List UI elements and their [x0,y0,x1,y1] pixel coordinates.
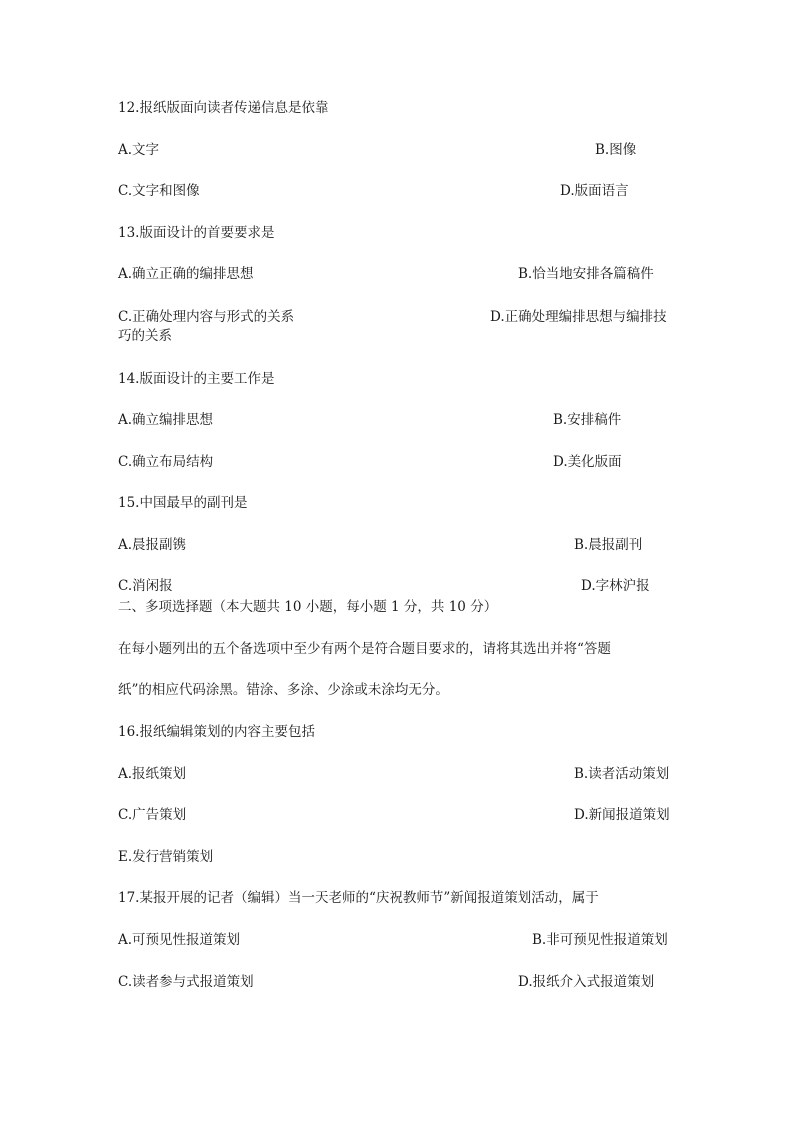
q13-option-d-continued: 巧的关系 [118,328,172,344]
q12-option-a: A.文字 [118,142,160,158]
q15-option-b: B.晨报副刊 [574,537,643,553]
q14-option-a: A.确立编排思想 [118,412,214,428]
q15-option-d: D.字林沪报 [581,578,650,594]
q13-option-c: C.正确处理内容与形式的关系 [118,309,295,325]
section-heading: 二、多项选择题（本大题共 10 小题，每小题 1 分，共 10 分） [118,599,498,615]
q13-stem: 13.版面设计的首要要求是 [118,225,275,241]
q14-option-b: B.安排稿件 [553,412,622,428]
q17-stem: 17.某报开展的记者（编辑）当一天老师的“庆祝教师节”新闻报道策划活动，属于 [118,890,599,906]
q17-option-b: B.非可预见性报道策划 [532,932,668,948]
q12-stem: 12.报纸版面向读者传递信息是依靠 [118,100,329,116]
q14-option-d: D.美化版面 [553,454,622,470]
q13-option-b: B.恰当地安排各篇稿件 [518,266,654,282]
q16-option-d: D.新闻报道策划 [574,807,670,823]
q12-option-d: D.版面语言 [560,183,629,199]
q17-option-a: A.可预见性报道策划 [118,932,241,948]
section-instruction-line1: 在每小题列出的五个备选项中至少有两个是符合题目要求的，请将其选出并将“答题 [118,641,611,657]
q15-option-c: C.消闲报 [118,578,173,594]
section-instruction-line2: 纸”的相应代码涂黑。错涂、多涂、少涂或未涂均无分。 [118,682,449,698]
q14-stem: 14.版面设计的主要工作是 [118,371,275,387]
q15-option-a: A.晨报副镌 [118,537,187,553]
q14-option-c: C.确立布局结构 [118,454,214,470]
q13-option-a: A.确立正确的编排思想 [118,266,254,282]
q16-option-a: A.报纸策划 [118,766,187,782]
q16-option-e: E.发行营销策划 [118,849,214,865]
q15-stem: 15.中国最早的副刊是 [118,495,248,511]
q16-stem: 16.报纸编辑策划的内容主要包括 [118,724,315,740]
q12-option-c: C.文字和图像 [118,183,200,199]
q13-option-d: D.正确处理编排思想与编排技 [490,309,667,325]
q16-option-c: C.广告策划 [118,807,187,823]
q17-option-c: C.读者参与式报道策划 [118,974,254,990]
q12-option-b: B.图像 [595,142,637,158]
q17-option-d: D.报纸介入式报道策划 [518,974,655,990]
q16-option-b: B.读者活动策划 [574,766,670,782]
